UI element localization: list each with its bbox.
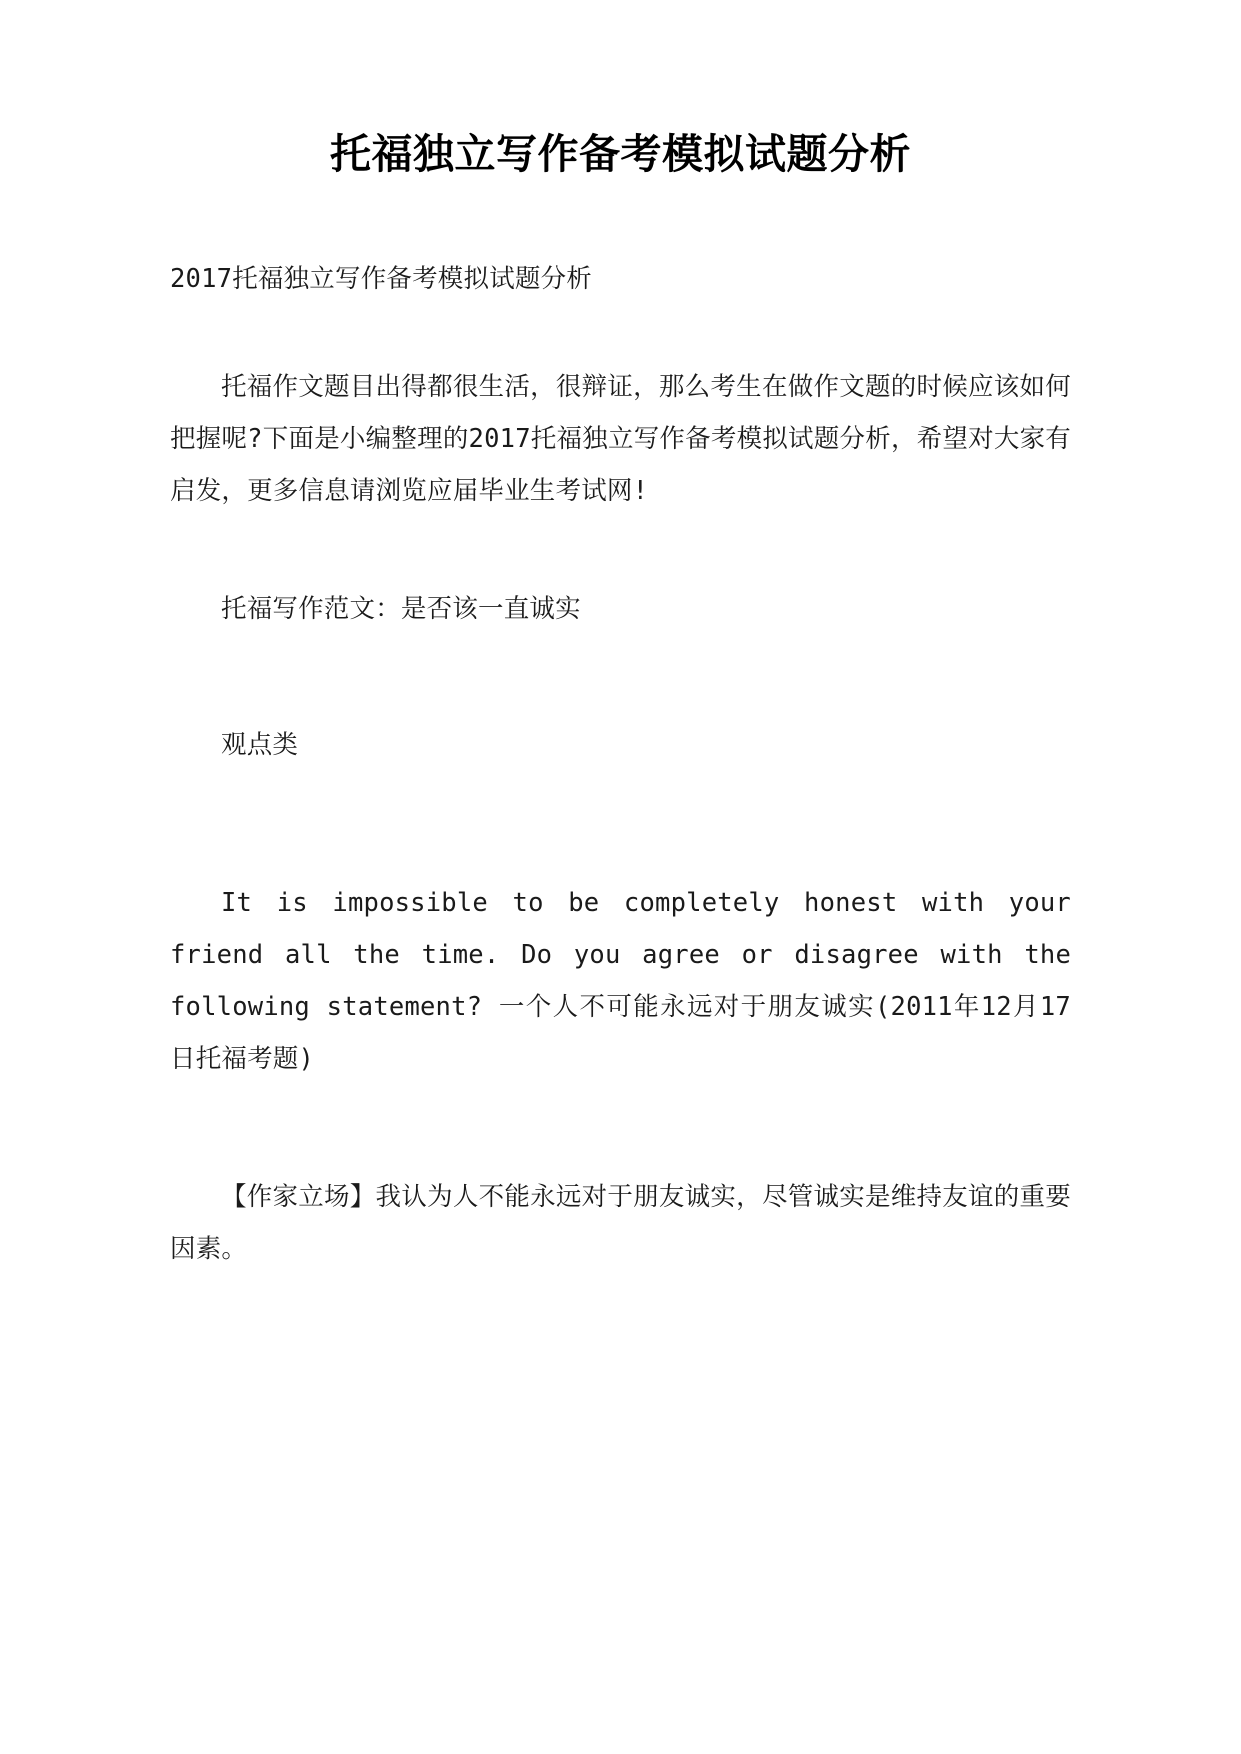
intro-paragraph: 托福作文题目出得都很生活，很辩证，那么考生在做作文题的时候应该如何把握呢?下面是小编整理的2017托福独立写作备考模拟试题分析，希望对大家有启发，更多信息请浏览应届毕业生考试网! bbox=[170, 372, 1071, 507]
page-title: 托福独立写作备考模拟试题分析 bbox=[330, 130, 911, 178]
lead-paragraph: 2017托福独立写作备考模拟试题分析 bbox=[170, 264, 593, 295]
author-stance-paragraph: 【作家立场】我认为人不能永远对于朋友诚实，尽管诚实是维持友谊的重要因素。 bbox=[170, 1182, 1071, 1265]
sample-essay-heading: 托福写作范文：是否该一直诚实 bbox=[221, 594, 581, 625]
essay-prompt-paragraph: It is impossible to be completely honest with your friend all the time. Do you agree or disagree with the following statement? 一个人不可能永远对于朋友诚实(2011年12月17日托福考题) bbox=[170, 888, 1071, 1075]
category-label: 观点类 bbox=[221, 730, 299, 761]
